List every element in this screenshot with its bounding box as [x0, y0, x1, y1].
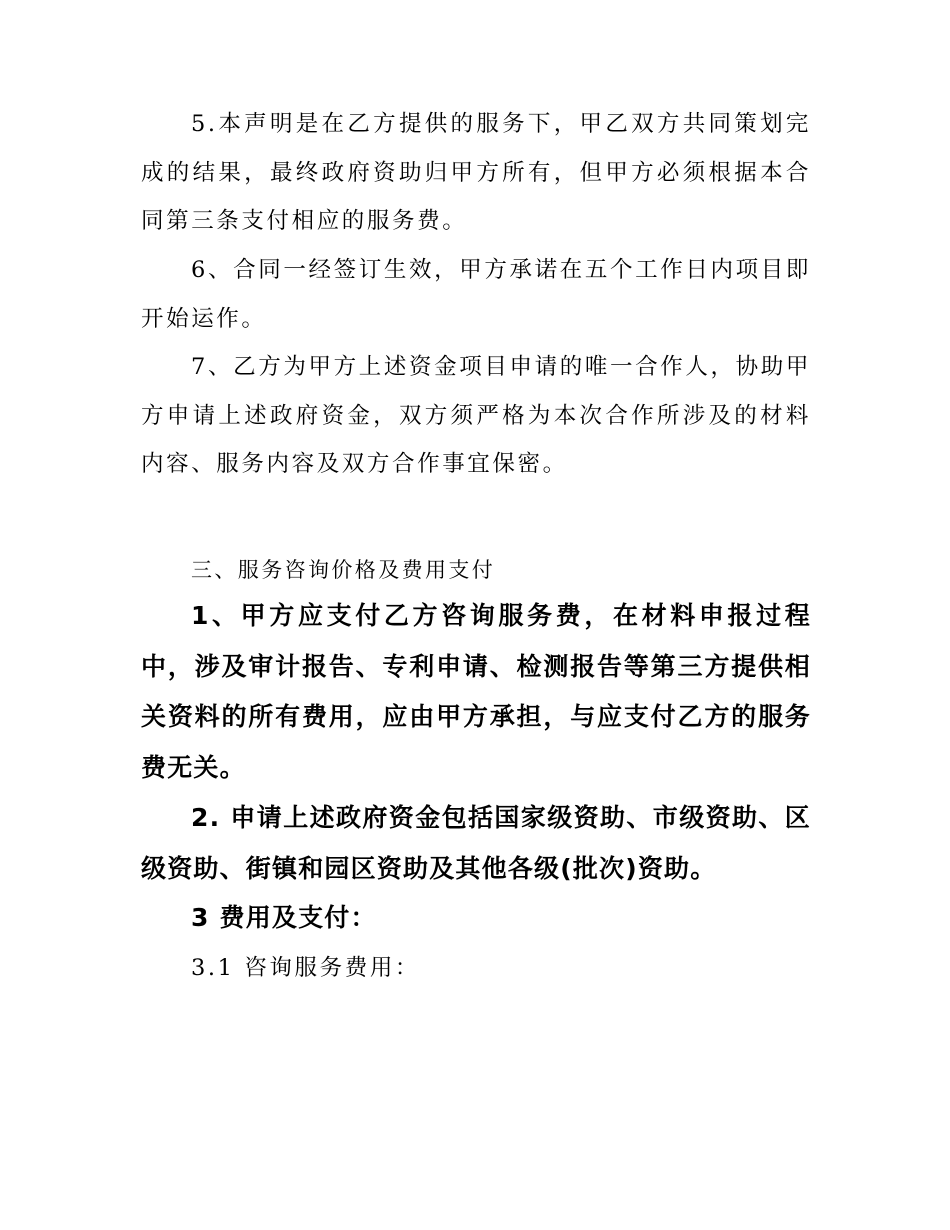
section-3-item-3: 3 费用及支付：: [191, 903, 377, 932]
section-3-item-1: 1、甲方应支付乙方咨询服务费，在材料申报过程中，涉及审计报告、专利申请、检测报告等第三方提供相关资料的所有费用，应由甲方承担，与应支付乙方的服务费无关。: [141, 601, 811, 782]
section-3-item-2: 2. 申请上述政府资金包括国家级资助、市级资助、区级资助、街镇和园区资助及其他各级(批次)资助。: [141, 803, 811, 883]
section-3-heading: 三、服务咨询价格及费用支付: [191, 558, 496, 582]
clause-6-paragraph: 6、合同一经签订生效，甲方承诺在五个工作日内项目即开始运作。: [141, 257, 811, 332]
clause-5-paragraph: 5.本声明是在乙方提供的服务下，甲乙双方共同策划完成的结果，最终政府资助归甲方所有，但甲方必须根据本合同第三条支付相应的服务费。: [141, 111, 811, 234]
clause-7-paragraph: 7、乙方为甲方上述资金项目申请的唯一合作人，协助甲方申请上述政府资金，双方须严格为本次合作所涉及的材料内容、服务内容及双方合作事宜保密。: [141, 354, 811, 477]
section-3-item-3-1: 3.1 咨询服务费用：: [191, 955, 421, 981]
